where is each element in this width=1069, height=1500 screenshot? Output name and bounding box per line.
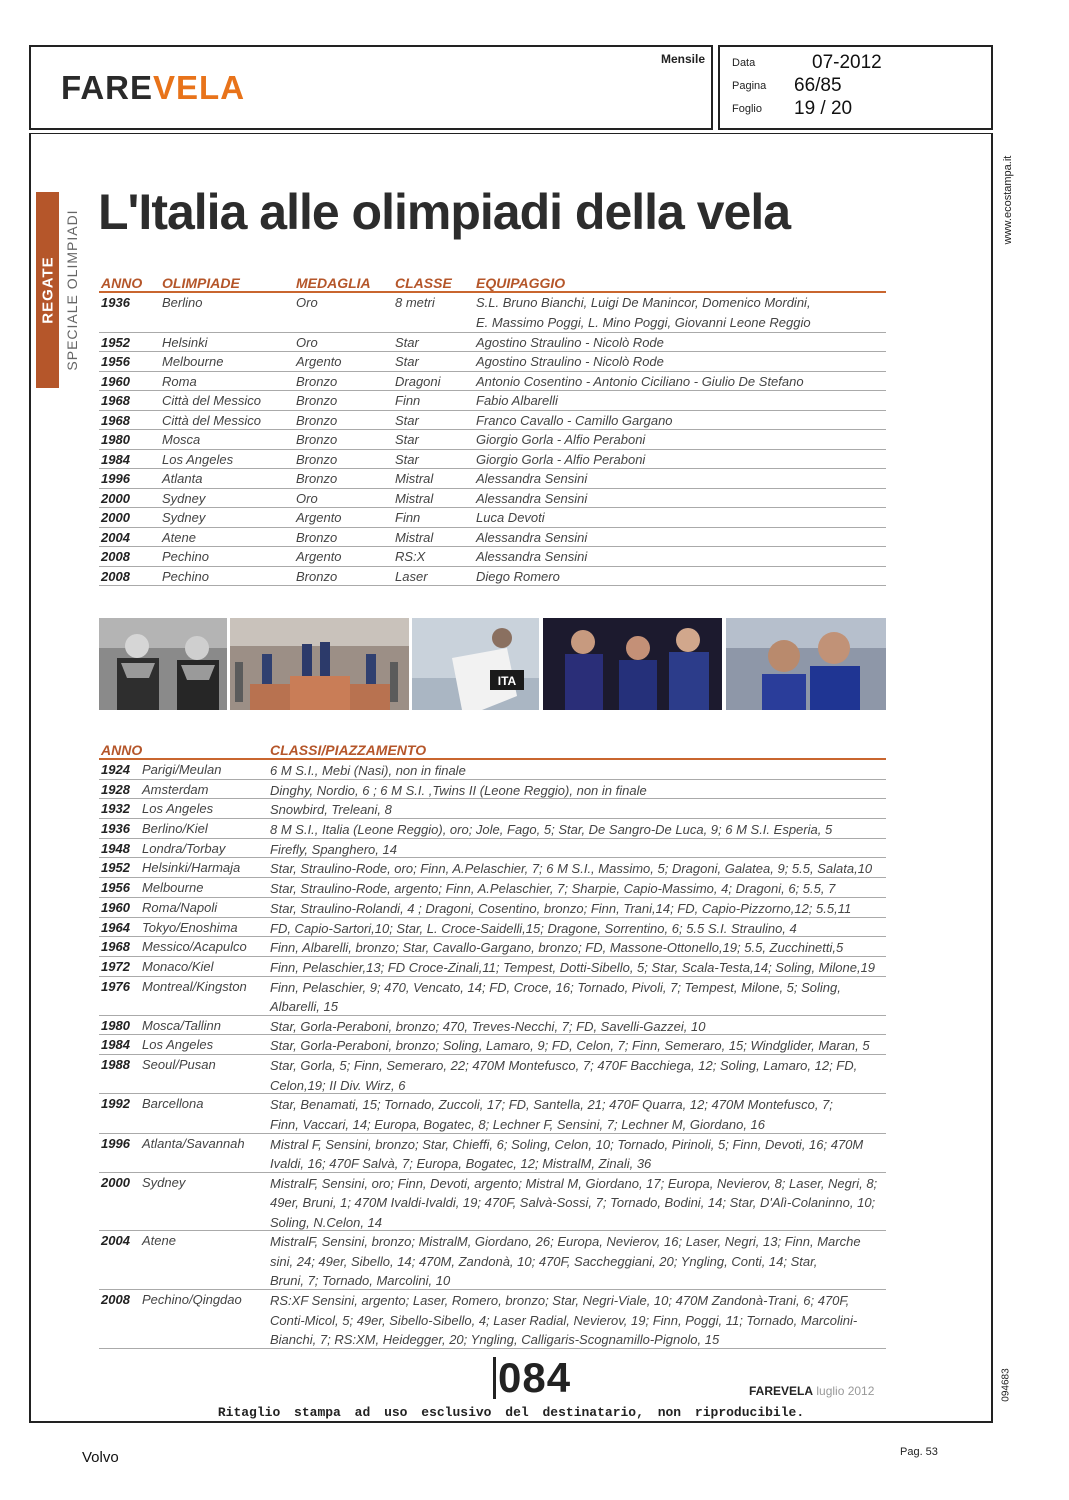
cell-olimpiade: Melbourne	[162, 354, 224, 369]
cell-olimpiade: Pechino	[162, 549, 209, 564]
cell-luogo: Amsterdam	[142, 781, 209, 797]
cell-luogo: Roma/Napoli	[142, 899, 218, 915]
placement-line: Firefly, Spanghero, 14	[270, 841, 397, 857]
cell-luogo: Monaco/Kiel	[142, 958, 214, 974]
placement-line: Finn, Pelaschier, 9; 470, Vencato, 14; FD, Croce, 16; Tornado, Pivoli, 7; Tempest, Milone, 5; Soling,	[270, 979, 841, 995]
cell-classi-piazzamento	[270, 958, 886, 978]
cell-anno: 2008	[101, 1292, 130, 1308]
meta-value: 66/85	[794, 75, 842, 96]
jersey-ita-label: ITA	[497, 674, 517, 688]
cell-equipaggio: Alessandra Sensini	[476, 490, 588, 506]
clipping-disclaimer: Ritaglio stampa ad uso esclusivo del destinatario, non riproducibile.	[217, 1405, 805, 1420]
cell-medaglia: Bronzo	[296, 451, 338, 467]
table-row	[99, 372, 886, 392]
placement-line: Albarelli, 15	[270, 999, 338, 1015]
meta-value: 07-2012	[812, 52, 882, 73]
placement-line: Finn, Vaccari, 14; Europa, Bogatec, 8; Lechner F, Sensini, 7; Lechner M, Giordano, 16	[270, 1116, 766, 1132]
cell-classe: Dragoni	[395, 373, 441, 389]
table-row	[99, 508, 886, 528]
placement-line: Ivaldi, 16; 470F Salvà, 7; Europa, Bogatec, 12; MistralM, Zinali, 36	[270, 1156, 652, 1171]
table-row	[99, 839, 886, 859]
col-anno: ANNO	[101, 275, 143, 291]
masthead-meta-box	[718, 45, 993, 130]
cell-anno: 1936	[101, 295, 130, 310]
cell-classe: Star	[395, 451, 419, 467]
placement-line: Soling, N.Celon, 14	[270, 1214, 383, 1230]
table-row	[99, 489, 886, 509]
cell-equipaggio: E. Massimo Poggi, L. Mino Poggi, Giovanni Leone Reggio	[476, 315, 811, 330]
cell-anno: 2004	[101, 529, 130, 545]
table-row	[99, 780, 886, 800]
periodicity-label: Mensile	[660, 52, 705, 66]
placement-line: Finn, Albarelli, bronzo; Star, Cavallo-Gargano, bronzo; FD, Massone-Ottonello,19; 5.5, Zucchinetti,5	[270, 940, 844, 956]
cell-equipaggio: Alessandra Sensini	[476, 471, 588, 486]
cell-anno: 1956	[101, 880, 130, 896]
cell-equipaggio: Alessandra Sensini	[476, 549, 588, 564]
cell-anno: 1968	[101, 393, 130, 408]
cell-anno: 1936	[101, 821, 130, 837]
table-row	[99, 1016, 886, 1036]
cell-anno: 2004	[101, 1233, 130, 1249]
cell-classi-piazzamento	[270, 1017, 886, 1037]
placement-line: Star, Straulino-Rode, oro; Finn, A.Pelaschier, 7; 6 M S.I., Massimo, 5; Dragoni, Galatea, 9; 5.5, Salata,10	[270, 861, 873, 877]
page-label: Pag. 53	[900, 1446, 938, 1458]
cell-anno: 1924	[101, 762, 130, 777]
cell-luogo: Mosca/Tallinn	[142, 1017, 222, 1033]
table-row	[99, 858, 886, 878]
col-anno: ANNO	[101, 742, 143, 758]
meta-value: 19 / 20	[794, 98, 853, 119]
table-header	[99, 740, 886, 760]
photo-strip	[99, 618, 886, 710]
cell-classi-piazzamento	[270, 938, 886, 958]
placement-line: Star, Gorla, 5; Finn, Semeraro, 22; 470M Montefusco, 7; 470F Bacchiega, 12; Soling, Lamaro, 12; FD,	[270, 1058, 858, 1074]
cell-anno: 1928	[101, 781, 130, 797]
placement-line: FD, Capio-Sartori,10; Star, L. Croce-Saidelli,15; Dragone, Sorrentino, 6; 5.5 S.I. Straulino, 4	[270, 920, 797, 936]
cell-medaglia: Bronzo	[296, 568, 338, 584]
placement-line: 6 M S.I., Mebi (Nasi), non in finale	[270, 763, 466, 778]
cell-medaglia: Bronzo	[296, 471, 338, 486]
col-classi-piazzamento: CLASSI/PIAZZAMENTO	[270, 742, 427, 758]
cell-luogo: Tokyo/Enoshima	[142, 919, 238, 935]
cell-anno: 1968	[101, 939, 130, 955]
photo-celebration	[726, 618, 886, 710]
photo-podium	[230, 618, 409, 710]
table-row	[99, 391, 886, 411]
photo-sailor	[412, 618, 539, 710]
cell-anno: 1956	[101, 354, 130, 369]
cell-classe: Finn	[395, 393, 421, 408]
cell-medaglia: Argento	[296, 549, 342, 564]
cell-luogo: Helsinki/Harmaja	[142, 860, 241, 876]
table-row	[99, 957, 886, 977]
section-tag: REGATE	[36, 192, 59, 388]
cell-classi-piazzamento	[270, 1135, 886, 1174]
cell-classi-piazzamento	[270, 800, 886, 820]
cell-classi-piazzamento	[270, 1174, 886, 1233]
placement-line: Bianchi, 7; RS:XM, Heidegger, 20; Yngling, Calligaris-Scognamillo-Pignolo, 15	[270, 1332, 720, 1348]
cell-anno: 1980	[101, 432, 130, 447]
table-row	[99, 547, 886, 567]
source-site-label: www.ecostampa.it	[1002, 155, 1014, 245]
cell-luogo: Melbourne	[142, 880, 204, 896]
cell-olimpiade: Mosca	[162, 432, 201, 447]
cell-anno: 1948	[101, 840, 130, 856]
cell-olimpiade: Pechino	[162, 568, 209, 584]
footer-brand: FAREVELA luglio 2012	[749, 1384, 875, 1398]
placement-line: Celon,19; II Div. Wirz, 6	[270, 1077, 406, 1093]
section-subtitle: SPECIALE OLIMPIADI	[64, 209, 80, 371]
cell-equipaggio: Agostino Straulino - Nicolò Rode	[476, 354, 664, 369]
table-header	[99, 273, 886, 293]
cell-anno: 1984	[101, 451, 130, 467]
page-number: 084	[493, 1357, 571, 1399]
cell-luogo: Atlanta/Savannah	[142, 1135, 245, 1151]
cell-olimpiade: Città del Messico	[162, 412, 261, 428]
medals-table	[99, 273, 886, 586]
placement-line: MistralF, Sensini, bronzo; MistralM, Giordano, 26; Europa, Nevierov, 16; Laser, Negri, 13; Finn, Marche	[270, 1234, 861, 1250]
table-row	[99, 430, 886, 450]
cell-olimpiade: Città del Messico	[162, 393, 261, 408]
cell-equipaggio: Luca Devoti	[476, 510, 545, 525]
table-row	[99, 760, 886, 780]
table-row	[99, 878, 886, 898]
cell-classe: Star	[395, 334, 419, 350]
cell-olimpiade: Sydney	[162, 510, 206, 525]
farevela-logo: FAREVELA	[61, 69, 246, 106]
placement-line: Mistral F, Sensini, bronzo; Star, Chieffi, 6; Soling, Celon, 10; Tornado, Pirinoli, 5; Finn, Devoti, 16; 470M	[270, 1136, 864, 1152]
table-row	[99, 567, 886, 587]
cell-luogo: Parigi/Meulan	[142, 762, 222, 777]
placement-line: sini, 24; 49er, Sibello, 14; 470M, Zandonà, 10; 470F, Saccheggiani, 20; Yngling, Conti, 14; Star,	[270, 1253, 818, 1269]
cell-equipaggio: Diego Romero	[476, 568, 560, 584]
cell-anno: 1972	[101, 958, 130, 974]
cell-anno: 1968	[101, 412, 130, 428]
meta-key: Foglio	[732, 103, 762, 115]
cell-medaglia: Argento	[296, 354, 342, 369]
placements-table	[99, 740, 886, 1349]
cell-luogo: Atene	[142, 1233, 176, 1249]
meta-key: Data	[732, 57, 756, 69]
placement-line: Star, Gorla-Peraboni, bronzo; Soling, Lamaro, 9; FD, Celon, 7; Finn, Semeraro, 15; Windglider, Maran, 5	[270, 1038, 870, 1054]
table-row	[99, 1231, 886, 1290]
placement-line: 49er, Bruni, 1; 470M Ivaldi-Ivaldi, 19; 470F, Salvà-Sossi, 7; Tornado, Bodini, 14; Star, D'Alì-Colaninno, 10;	[270, 1195, 876, 1211]
cell-medaglia: Bronzo	[296, 432, 338, 447]
meta-row-pagina	[732, 75, 982, 97]
cell-medaglia: Bronzo	[296, 412, 338, 428]
cell-anno: 1960	[101, 899, 130, 915]
table-row	[99, 1055, 886, 1094]
table-row	[99, 1134, 886, 1173]
cell-anno: 2008	[101, 568, 130, 584]
placement-line: Finn, Pelaschier,13; FD Croce-Zinali,11; Tempest, Dotti-Sibello, 5; Star, Scala-Testa,14; Soling, Milone,19	[270, 959, 876, 975]
meta-row-data	[732, 52, 982, 74]
cell-olimpiade: Atlanta	[162, 471, 203, 486]
cell-equipaggio: Giorgio Gorla - Alfio Peraboni	[476, 451, 646, 467]
placement-line: RS:XF Sensini, argento; Laser, Romero, bronzo; Star, Negri-Viale, 10; 470M Zandonà-Trani, 6; 470F,	[270, 1293, 850, 1309]
cell-olimpiade: Roma	[162, 373, 197, 389]
table-row	[99, 352, 886, 372]
col-olimpiade: OLIMPIADE	[162, 275, 240, 291]
cell-luogo: Barcellona	[142, 1096, 204, 1112]
cell-medaglia: Oro	[296, 334, 318, 350]
cell-classi-piazzamento	[270, 1036, 886, 1056]
cell-classe: Mistral	[395, 471, 434, 486]
cell-anno: 1996	[101, 471, 130, 486]
meta-key: Pagina	[732, 80, 767, 92]
placement-line: Star, Benamati, 15; Tornado, Zuccoli, 17; FD, Santella, 21; 470F Quarra, 12; 470M Montefusco, 7;	[270, 1097, 833, 1113]
cell-olimpiade: Sydney	[162, 490, 206, 506]
placement-line: Dinghy, Nordio, 6 ; 6 M S.I. ,Twins II (Leone Reggio), non in finale	[270, 782, 647, 798]
table-row	[99, 898, 886, 918]
col-equipaggio: EQUIPAGGIO	[476, 275, 566, 291]
cell-luogo: Montreal/Kingston	[142, 978, 247, 994]
cell-luogo: Berlino/Kiel	[142, 821, 208, 837]
cell-classe: Star	[395, 412, 419, 428]
cell-olimpiade: Berlino	[162, 295, 203, 310]
table-row	[99, 1094, 886, 1133]
cell-luogo: Pechino/Qingdao	[142, 1292, 242, 1308]
cell-anno: 1984	[101, 1037, 130, 1053]
cell-anno: 1932	[101, 801, 130, 817]
cell-classe: Mistral	[395, 490, 434, 506]
meta-row-foglio	[732, 98, 982, 120]
cell-anno: 2000	[101, 510, 130, 525]
placement-line: Star, Straulino-Rode, argento; Finn, A.Pelaschier, 7; Sharpie, Capio-Massimo, 4; Dragoni, 6; 5.5, 7	[270, 881, 836, 897]
cell-equipaggio: Alessandra Sensini	[476, 529, 588, 545]
cell-equipaggio: Fabio Albarelli	[476, 393, 558, 408]
cell-equipaggio: Franco Cavallo - Camillo Gargano	[476, 412, 673, 428]
cell-equipaggio: Giorgio Gorla - Alfio Peraboni	[476, 432, 646, 447]
medals-table-body	[99, 293, 886, 586]
cell-classi-piazzamento	[270, 1232, 886, 1291]
cell-classe: Star	[395, 354, 419, 369]
clipping-code: 094683	[1000, 1368, 1012, 1402]
table-row	[99, 469, 886, 489]
cell-equipaggio: Antonio Cosentino - Antonio Ciciliano - Giulio De Stefano	[476, 373, 804, 389]
cell-anno: 1952	[101, 860, 130, 876]
photo-athletes	[543, 618, 722, 710]
cell-medaglia: Bronzo	[296, 373, 338, 389]
cell-medaglia: Oro	[296, 490, 318, 506]
article-title: L'Italia alle olimpiadi della vela	[98, 184, 791, 240]
placement-line: Bruni, 7; Tornado, Marcolini, 10	[270, 1273, 451, 1289]
cell-classe: Star	[395, 432, 419, 447]
cell-anno: 2008	[101, 549, 130, 564]
cell-classe: Laser	[395, 568, 428, 584]
cell-classi-piazzamento	[270, 781, 886, 801]
placement-line: MistralF, Sensini, oro; Finn, Devoti, argento; Mistral M, Giordano, 17; Europa, Nevierov, 8; Laser, Negri, 8;	[270, 1175, 878, 1191]
masthead-header	[29, 45, 993, 130]
cell-anno: 2000	[101, 490, 130, 506]
cell-anno: 1996	[101, 1135, 130, 1151]
cell-anno: 1992	[101, 1096, 130, 1112]
cell-classi-piazzamento	[270, 1095, 886, 1134]
table-row	[99, 450, 886, 470]
col-medaglia: MEDAGLIA	[296, 275, 371, 291]
cell-olimpiade: Atene	[162, 529, 196, 545]
photo-ceremony	[99, 618, 227, 710]
cell-luogo: Los Angeles	[142, 1037, 214, 1053]
placements-table-body	[99, 760, 886, 1349]
cell-equipaggio: S.L. Bruno Bianchi, Luigi De Manincor, Domenico Mordini,	[476, 295, 811, 310]
table-row	[99, 819, 886, 839]
masthead-left-box	[29, 45, 713, 130]
cell-anno: 1976	[101, 978, 130, 994]
cell-medaglia: Oro	[296, 295, 318, 310]
cell-anno: 1988	[101, 1057, 130, 1073]
cell-classe: Finn	[395, 510, 421, 525]
cell-classi-piazzamento	[270, 879, 886, 899]
cell-classe: RS:X	[395, 549, 426, 564]
table-row	[99, 937, 886, 957]
cell-luogo: Sydney	[142, 1174, 186, 1190]
table-row	[99, 411, 886, 431]
cell-equipaggio: Agostino Straulino - Nicolò Rode	[476, 334, 664, 350]
cell-medaglia: Bronzo	[296, 393, 338, 408]
placement-line: Star, Straulino-Rolandi, 4 ; Dragoni, Cosentino, bronzo; Finn, Trani,14; FD, Capio-Pizzorno,12; 5.5,11	[270, 900, 852, 916]
cell-classi-piazzamento	[270, 840, 886, 860]
cell-luogo: Messico/Acapulco	[142, 939, 247, 955]
cell-medaglia: Argento	[296, 510, 342, 525]
cell-anno: 1952	[101, 334, 130, 350]
cell-classi-piazzamento	[270, 1291, 886, 1350]
cell-classi-piazzamento	[270, 1056, 886, 1095]
cell-luogo: Londra/Torbay	[142, 840, 226, 856]
cell-luogo: Seoul/Pusan	[142, 1057, 216, 1073]
table-row	[99, 918, 886, 938]
placement-line: Snowbird, Treleani, 8	[270, 802, 392, 818]
cell-classe: Mistral	[395, 529, 434, 545]
cell-anno: 1964	[101, 919, 130, 935]
cell-classi-piazzamento	[270, 978, 886, 1017]
placement-line: 8 M S.I., Italia (Leone Reggio), oro; Jole, Fago, 5; Star, De Sangro-De Luca, 9; 6 M S.I. Esperia, 5	[270, 822, 833, 838]
col-classe: CLASSE	[395, 275, 452, 291]
table-row	[99, 1035, 886, 1055]
table-row	[99, 333, 886, 353]
cell-classi-piazzamento	[270, 761, 886, 781]
placement-line: Star, Gorla-Peraboni, bronzo; 470, Treves-Necchi, 7; FD, Savelli-Gazzei, 10	[270, 1018, 706, 1034]
table-row	[99, 1290, 886, 1349]
cell-anno: 1980	[101, 1017, 130, 1033]
cell-classi-piazzamento	[270, 820, 886, 840]
table-row	[99, 528, 886, 548]
placement-line: Conti-Micol, 5; 49er, Sibello-Sibello, 4; Laser Radial, Nevierov, 19; Finn, Poggi, 11; Tornado, Marcolini-	[270, 1312, 858, 1328]
cell-olimpiade: Helsinki	[162, 334, 208, 350]
cell-anno: 1960	[101, 373, 130, 389]
cell-olimpiade: Los Angeles	[162, 451, 234, 467]
cell-anno: 2000	[101, 1174, 130, 1190]
table-row	[99, 977, 886, 1016]
table-row	[99, 799, 886, 819]
cell-medaglia: Bronzo	[296, 529, 338, 545]
table-row	[99, 293, 886, 333]
table-row	[99, 1173, 886, 1232]
client-name: Volvo	[82, 1449, 119, 1466]
cell-luogo: Los Angeles	[142, 801, 214, 817]
cell-classi-piazzamento	[270, 919, 886, 939]
cell-classe: 8 metri	[395, 295, 435, 310]
cell-classi-piazzamento	[270, 859, 886, 879]
cell-classi-piazzamento	[270, 899, 886, 919]
